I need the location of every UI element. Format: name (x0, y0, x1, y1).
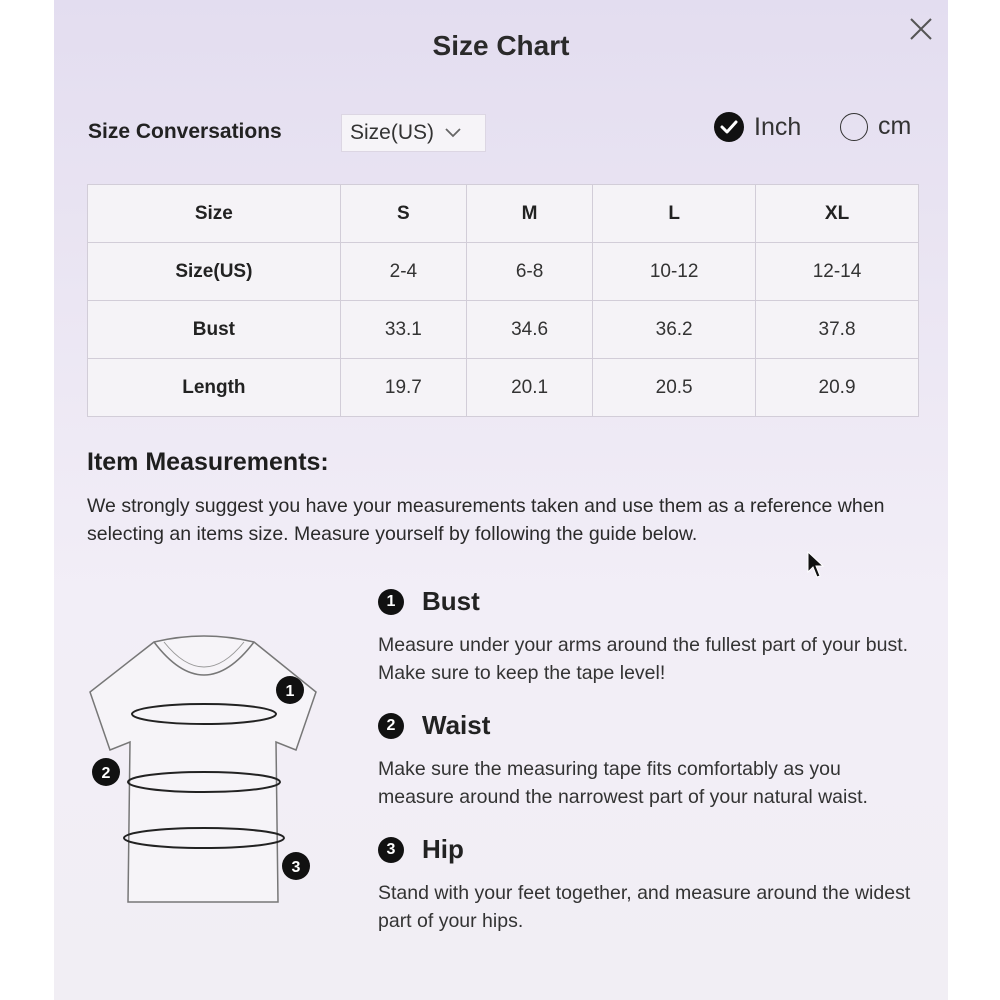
size-chart-dialog (54, 0, 948, 1000)
step-number-badge: 1 (378, 589, 404, 615)
tshirt-outline (90, 636, 316, 902)
table-cell: 20.1 (466, 359, 592, 417)
table-row (88, 359, 919, 417)
unit-inch-radio[interactable] (714, 112, 801, 142)
table-cell: 20.9 (756, 359, 919, 417)
table-cell: 34.6 (466, 301, 592, 359)
step-title: Waist (422, 710, 491, 740)
svg-text:1: 1 (285, 683, 295, 700)
measurements-heading: Item Measurements: (87, 448, 329, 476)
unit-cm-label[interactable]: cm (878, 112, 912, 140)
dialog-title: Size Chart (432, 30, 570, 61)
tshirt-diagram (84, 630, 324, 920)
radio-empty-icon[interactable] (840, 113, 868, 141)
size-conversion-label: Size Conversations (88, 120, 282, 143)
unit-cm-radio[interactable] (840, 112, 911, 141)
table-header-row (88, 185, 919, 243)
unit-inch-label[interactable]: Inch (754, 112, 802, 141)
diagram-badge-1 (276, 676, 304, 704)
step-number-badge: 2 (378, 713, 404, 739)
table-cell: 33.1 (340, 301, 466, 359)
svg-text:2: 2 (101, 765, 111, 782)
table-row (88, 243, 919, 301)
table-cell: 19.7 (340, 359, 466, 417)
measurement-step-hip (378, 834, 918, 935)
table-cell: 10-12 (593, 243, 756, 301)
step-description: Measure under your arms around the fullest part of your bust. Make sure to keep the tape level! (378, 634, 909, 684)
table-header-cell: S (340, 185, 466, 243)
chevron-down-icon (444, 127, 462, 139)
measurement-step-waist (378, 710, 918, 811)
table-cell: 37.8 (756, 301, 919, 359)
step-title: Bust (422, 586, 480, 616)
table-header-cell: XL (756, 185, 919, 243)
size-system-select[interactable] (341, 114, 486, 152)
table-row (88, 301, 919, 359)
mouse-pointer-icon (806, 550, 826, 580)
diagram-badge-3 (282, 852, 310, 880)
size-table (87, 184, 919, 417)
table-cell: 20.5 (593, 359, 756, 417)
step-description: Make sure the measuring tape fits comfortably as you measure around the narrowest part of your natural waist. (378, 758, 868, 808)
size-system-value: Size(US) (350, 121, 435, 144)
table-header-cell: M (466, 185, 592, 243)
step-title: Hip (422, 834, 464, 864)
checkmark-icon[interactable] (714, 112, 744, 142)
step-description: Stand with your feet together, and measure around the widest part of your hips. (378, 882, 911, 932)
table-cell: 6-8 (466, 243, 592, 301)
table-header-cell: L (593, 185, 756, 243)
table-row-label: Bust (88, 301, 341, 359)
table-row-label: Size(US) (88, 243, 341, 301)
svg-text:3: 3 (291, 859, 301, 876)
table-header-cell: Size (88, 185, 341, 243)
table-cell: 12-14 (756, 243, 919, 301)
diagram-badge-2 (92, 758, 120, 786)
table-row-label: Length (88, 359, 341, 417)
step-number-badge: 3 (378, 837, 404, 863)
measurements-intro: We strongly suggest you have your measurements taken and use them as a reference when selecting an items size. Measure yourself by following the guide below. (87, 495, 885, 545)
table-cell: 2-4 (340, 243, 466, 301)
measurement-step-bust (378, 586, 918, 687)
table-cell: 36.2 (593, 301, 756, 359)
